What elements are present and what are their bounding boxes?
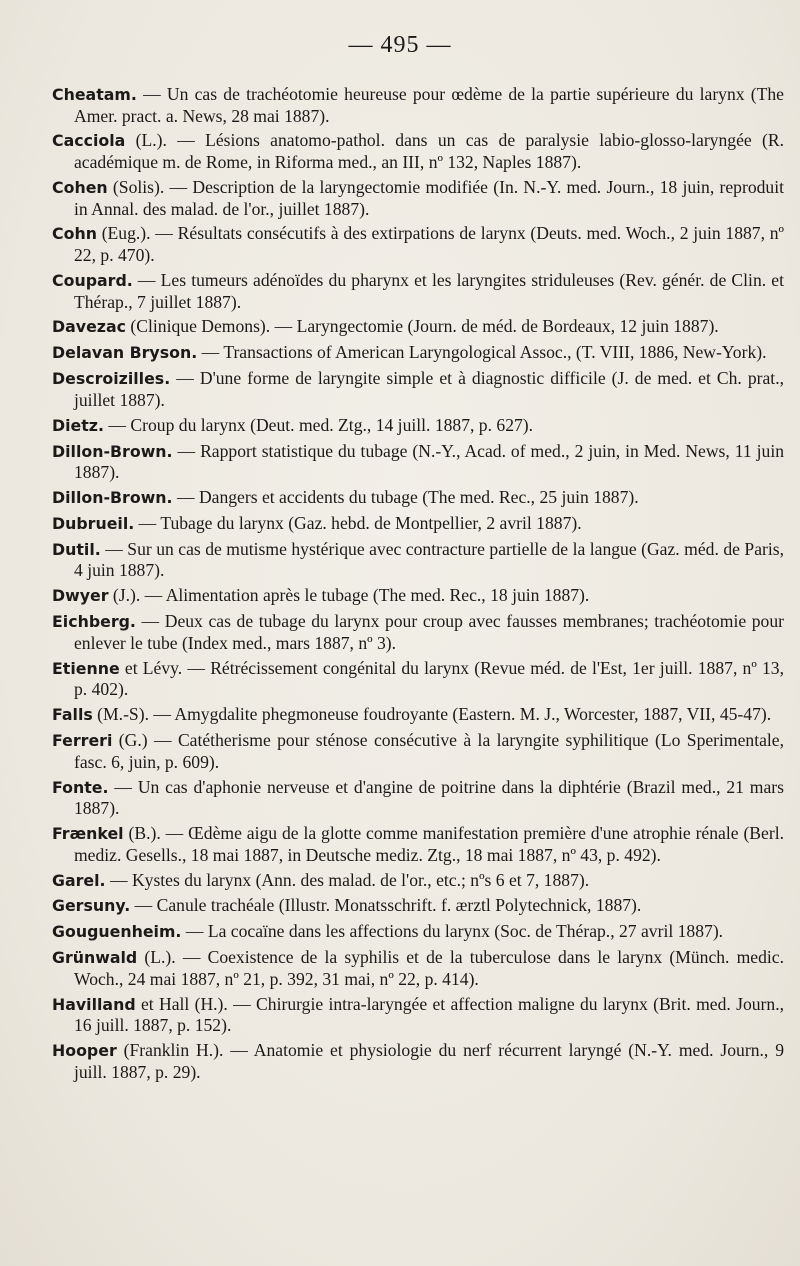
entry-text: — Croup du larynx (Deut. med. Ztg., 14 juill. 1887, p. 627).	[108, 414, 534, 435]
bibliography-entry	[52, 513, 784, 535]
entry-author: Falls	[52, 705, 93, 725]
entry-text: (Solis). — Description de la laryngectomie modifiée (In. N.-Y. med. Journ., 18 juin, reproduit in Annal. des malad. de l'or., juillet 1887).	[74, 176, 784, 219]
entry-author: Delavan Bryson.	[52, 343, 198, 363]
entry-text: (B.). — Œdème aigu de la glotte comme manifestation première d'une atrophie rénale (Berl. mediz. Gesells., 18 mai 1887, in Deutsche mediz. Ztg., 18 mai 1887, nº 43, p. 492).	[74, 823, 784, 865]
entry-author: Ferreri	[52, 731, 113, 751]
entry-author: Etienne	[52, 658, 120, 678]
bibliography-entry	[52, 611, 784, 653]
entry-author: Dwyer	[52, 586, 109, 606]
entry-text: — Sur un cas de mutisme hystérique avec contracture partielle de la langue (Gaz. méd. de Paris, 4 juin 1887).	[74, 538, 784, 581]
bibliography-entry	[52, 585, 784, 607]
bibliography-entry	[52, 368, 784, 410]
bibliography-entry	[52, 342, 784, 364]
entry-author: Dillon-Brown.	[52, 488, 173, 508]
entry-author: Cheatam.	[52, 85, 137, 104]
bibliography-entry	[52, 658, 784, 700]
entry-text: (G.) — Catétherisme pour sténose consécutive à la laryngite syphilitique (Lo Sperimentale, fasc. 6, juin, p. 609).	[74, 730, 785, 772]
bibliography-entry	[52, 539, 784, 581]
entry-author: Gouguenheim.	[52, 922, 182, 942]
bibliography-entry	[52, 704, 784, 726]
entry-author: Dutil.	[52, 539, 101, 559]
entry-author: Coupard.	[52, 270, 133, 290]
bibliography-entry	[52, 921, 784, 943]
entry-text: — Les tumeurs adénoïdes du pharynx et les laryngites striduleuses (Rev. génér. de Clin. et Thérap., 7 juillet 1887).	[74, 269, 784, 312]
bibliography-entry	[52, 1040, 784, 1082]
entry-author: Dillon-Brown.	[52, 441, 173, 461]
entry-author: Dubrueil.	[52, 513, 135, 533]
entry-text: — Kystes du larynx (Ann. des malad. de l'or., etc.; nºs 6 et 7, 1887).	[109, 869, 590, 890]
bibliography-entry	[52, 994, 784, 1036]
entry-text: (Eug.). — Résultats consécutifs à des extirpations de larynx (Deuts. med. Woch., 2 juin 1887, nº 22, p. 470).	[74, 223, 784, 266]
entry-author: Grünwald	[52, 948, 138, 968]
entry-text: (Clinique Demons). — Laryngectomie (Journ. de méd. de Bordeaux, 12 juin 1887).	[130, 316, 719, 337]
bibliography-entry	[52, 823, 784, 865]
bibliography-entry	[52, 270, 784, 312]
entry-text: — D'une forme de laryngite simple et à diagnostic difficile (J. de med. et Ch. prat., juillet 1887).	[74, 368, 784, 410]
entry-text: — La cocaïne dans les affections du larynx (Soc. de Thérap., 27 avril 1887).	[185, 921, 724, 942]
entry-author: Cohn	[52, 224, 97, 244]
entry-text: — Rapport statistique du tubage (N.-Y., Acad. of med., 2 juin, in Med. News, 11 juin 1887).	[74, 440, 785, 483]
entry-text: (L.). — Coexistence de la syphilis et de la tuberculose dans le larynx (Münch. medic. Woch., 24 mai 1887, nº 21, p. 392, 31 mai, nº 22, p. 414).	[74, 947, 784, 989]
entry-text: (Franklin H.). — Anatomie et physiologie du nerf récurrent laryngé (N.-Y. med. Journ., 9 juill. 1887, p. 29).	[74, 1040, 784, 1082]
entry-text: — Transactions of American Laryngological Assoc., (T. VIII, 1886, New-York).	[201, 342, 767, 363]
entry-author: Havilland	[52, 994, 136, 1014]
bibliography-entry	[52, 870, 784, 892]
entry-text: — Tubage du larynx (Gaz. hebd. de Montpellier, 2 avril 1887).	[138, 512, 582, 533]
entry-text: et Lévy. — Rétrécissement congénital du larynx (Revue méd. de l'Est, 1er juill. 1887, nº 13, p. 402).	[74, 657, 784, 700]
bibliography-entry	[52, 177, 784, 219]
entry-author: Descroizilles.	[52, 369, 171, 389]
entry-text: — Un cas d'aphonie nerveuse et d'angine de poitrine dans la diphtérie (Brazil med., 21 mars 1887).	[74, 776, 784, 819]
bibliography-entry	[52, 316, 784, 338]
entry-author: Fonte.	[52, 777, 109, 797]
entry-author: Cacciola	[52, 131, 126, 151]
bibliography-entry	[52, 895, 784, 917]
bibliography-entry	[52, 415, 784, 437]
entry-author: Garel.	[52, 870, 106, 890]
bibliography-entry	[52, 777, 784, 819]
entry-author: Dietz.	[52, 415, 104, 435]
bibliography-list	[52, 84, 784, 1087]
bibliography-entry	[52, 487, 784, 509]
entry-text: — Deux cas de tubage du larynx pour croup avec fausses membranes; trachéotomie pour enlever le tube (Index med., mars 1887, nº 3).	[74, 611, 784, 653]
entry-text: et Hall (H.). — Chirurgie intra-laryngée et affection maligne du larynx (Brit. med. Journ., 16 juill. 1887, p. 152).	[74, 993, 784, 1036]
entry-text: (M.-S). — Amygdalite phegmoneuse foudroyante (Eastern. M. J., Worcester, 1887, VII, 45-47).	[97, 704, 772, 725]
entry-author: Davezac	[52, 317, 127, 337]
entry-author: Hooper	[52, 1041, 117, 1061]
bibliography-entry	[52, 223, 784, 265]
entry-text: — Un cas de trachéotomie heureuse pour œdème de la partie supérieure du larynx (The Amer. pract. a. News, 28 mai 1887).	[74, 84, 784, 126]
bibliography-entry	[52, 947, 784, 989]
bibliography-entry	[52, 130, 784, 172]
bibliography-entry	[52, 441, 784, 483]
bibliography-entry	[52, 730, 784, 772]
entry-text: — Canule trachéale (Illustr. Monatsschrift. f. ærztl Polytechnick, 1887).	[134, 895, 642, 916]
entry-author: Gersuny.	[52, 896, 131, 916]
entry-author: Frænkel	[52, 824, 124, 844]
bibliography-entry	[52, 84, 784, 126]
entry-text: (J.). — Alimentation après le tubage (The med. Rec., 18 juin 1887).	[112, 585, 590, 606]
entry-text: — Dangers et accidents du tubage (The med. Rec., 25 juin 1887).	[176, 487, 639, 508]
entry-author: Eichberg.	[52, 612, 136, 632]
entry-author: Cohen	[52, 177, 108, 197]
page-number: — 495 —	[348, 32, 452, 58]
entry-text: (L.). — Lésions anatomo-pathol. dans un cas de paralysie labio-glosso-laryngée (R. académique m. de Rome, in Riforma med., an III, nº 132, Naples 1887).	[74, 130, 784, 173]
